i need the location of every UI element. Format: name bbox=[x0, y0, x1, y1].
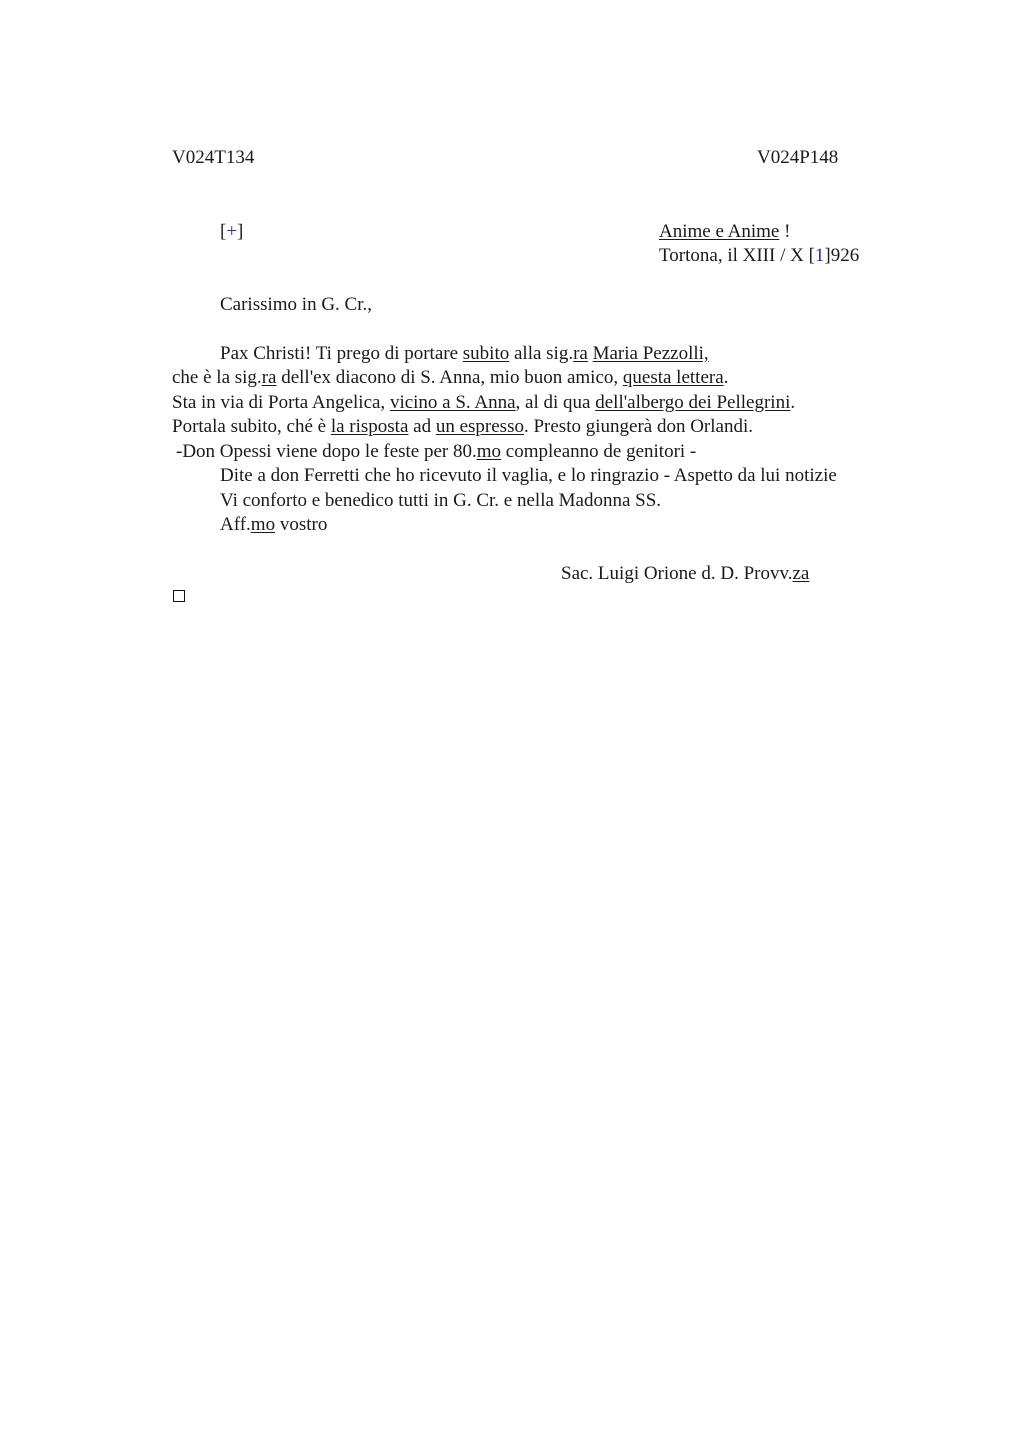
place-date-suffix: ]926 bbox=[824, 245, 860, 266]
body-text: alla sig. bbox=[509, 343, 574, 364]
body-line-1 bbox=[220, 342, 709, 366]
body-line-6: Dite a don Ferretti che ho ricevuto il vaglia, e lo ringrazio - Aspetto da lui notizie bbox=[220, 465, 837, 486]
underlined-text: la risposta bbox=[330, 416, 409, 437]
end-marker-box-icon bbox=[173, 590, 185, 602]
body-text: . bbox=[790, 392, 796, 413]
cross-icon: + bbox=[226, 221, 238, 242]
place-date bbox=[659, 244, 859, 268]
cross-mark bbox=[220, 220, 243, 244]
body-line-4 bbox=[172, 415, 753, 439]
body-text: compleanno de genitori - bbox=[501, 441, 697, 462]
underlined-name: Maria Pezzolli, bbox=[592, 343, 709, 364]
underlined-text: dell'albergo dei Pellegrini bbox=[595, 392, 791, 413]
body-text: , al di qua bbox=[515, 392, 596, 413]
signature-text: Sac. Luigi Orione d. D. Provv. bbox=[561, 563, 793, 584]
closing-text: vostro bbox=[275, 514, 328, 535]
underlined-abbreviation: ra bbox=[261, 367, 277, 388]
closing bbox=[220, 513, 327, 537]
body-line-3 bbox=[172, 391, 795, 415]
document-code-right: V024P148 bbox=[757, 147, 839, 168]
salutation: Carissimo in G. Cr., bbox=[220, 294, 373, 315]
place-date-prefix: Tortona, il XIII / X [ bbox=[659, 245, 815, 266]
motto bbox=[659, 220, 790, 244]
motto-text: Anime e Anime bbox=[659, 221, 780, 242]
place-date-inserted-digit: 1 bbox=[814, 245, 825, 266]
body-line-5 bbox=[176, 440, 696, 464]
underlined-abbreviation: mo bbox=[250, 514, 276, 535]
body-line-2 bbox=[172, 366, 728, 390]
underlined-text: subito bbox=[462, 343, 510, 364]
closing-text: Aff. bbox=[220, 514, 251, 535]
underlined-text: questa lettera bbox=[622, 367, 724, 388]
body-text: Portala subito, ché è bbox=[172, 416, 331, 437]
underlined-text: un espresso bbox=[435, 416, 524, 437]
body-text: dell'ex diacono di S. Anna, mio buon amico, bbox=[276, 367, 623, 388]
body-text: che è la sig. bbox=[172, 367, 262, 388]
body-text: Pax Christi! Ti prego di portare bbox=[220, 343, 463, 364]
motto-exclamation: ! bbox=[779, 221, 791, 242]
body-text: ad bbox=[408, 416, 436, 437]
underlined-text: vicino a S. Anna bbox=[389, 392, 516, 413]
cross-open-bracket: [ bbox=[220, 221, 227, 242]
signature bbox=[561, 562, 809, 586]
body-text: Sta in via di Porta Angelica, bbox=[172, 392, 390, 413]
underlined-abbreviation: ra bbox=[573, 343, 588, 364]
body-text: -Don Opessi viene dopo le feste per 80. bbox=[176, 441, 477, 462]
document-code-left: V024T134 bbox=[172, 147, 255, 168]
body-text: . Presto giungerà don Orlandi. bbox=[523, 416, 753, 437]
underlined-abbreviation: za bbox=[792, 563, 810, 584]
body-text: . bbox=[723, 367, 729, 388]
body-line-7: Vi conforto e benedico tutti in G. Cr. e nella Madonna SS. bbox=[220, 490, 662, 511]
underlined-abbreviation: mo bbox=[476, 441, 502, 462]
cross-close-bracket: ] bbox=[237, 221, 244, 242]
